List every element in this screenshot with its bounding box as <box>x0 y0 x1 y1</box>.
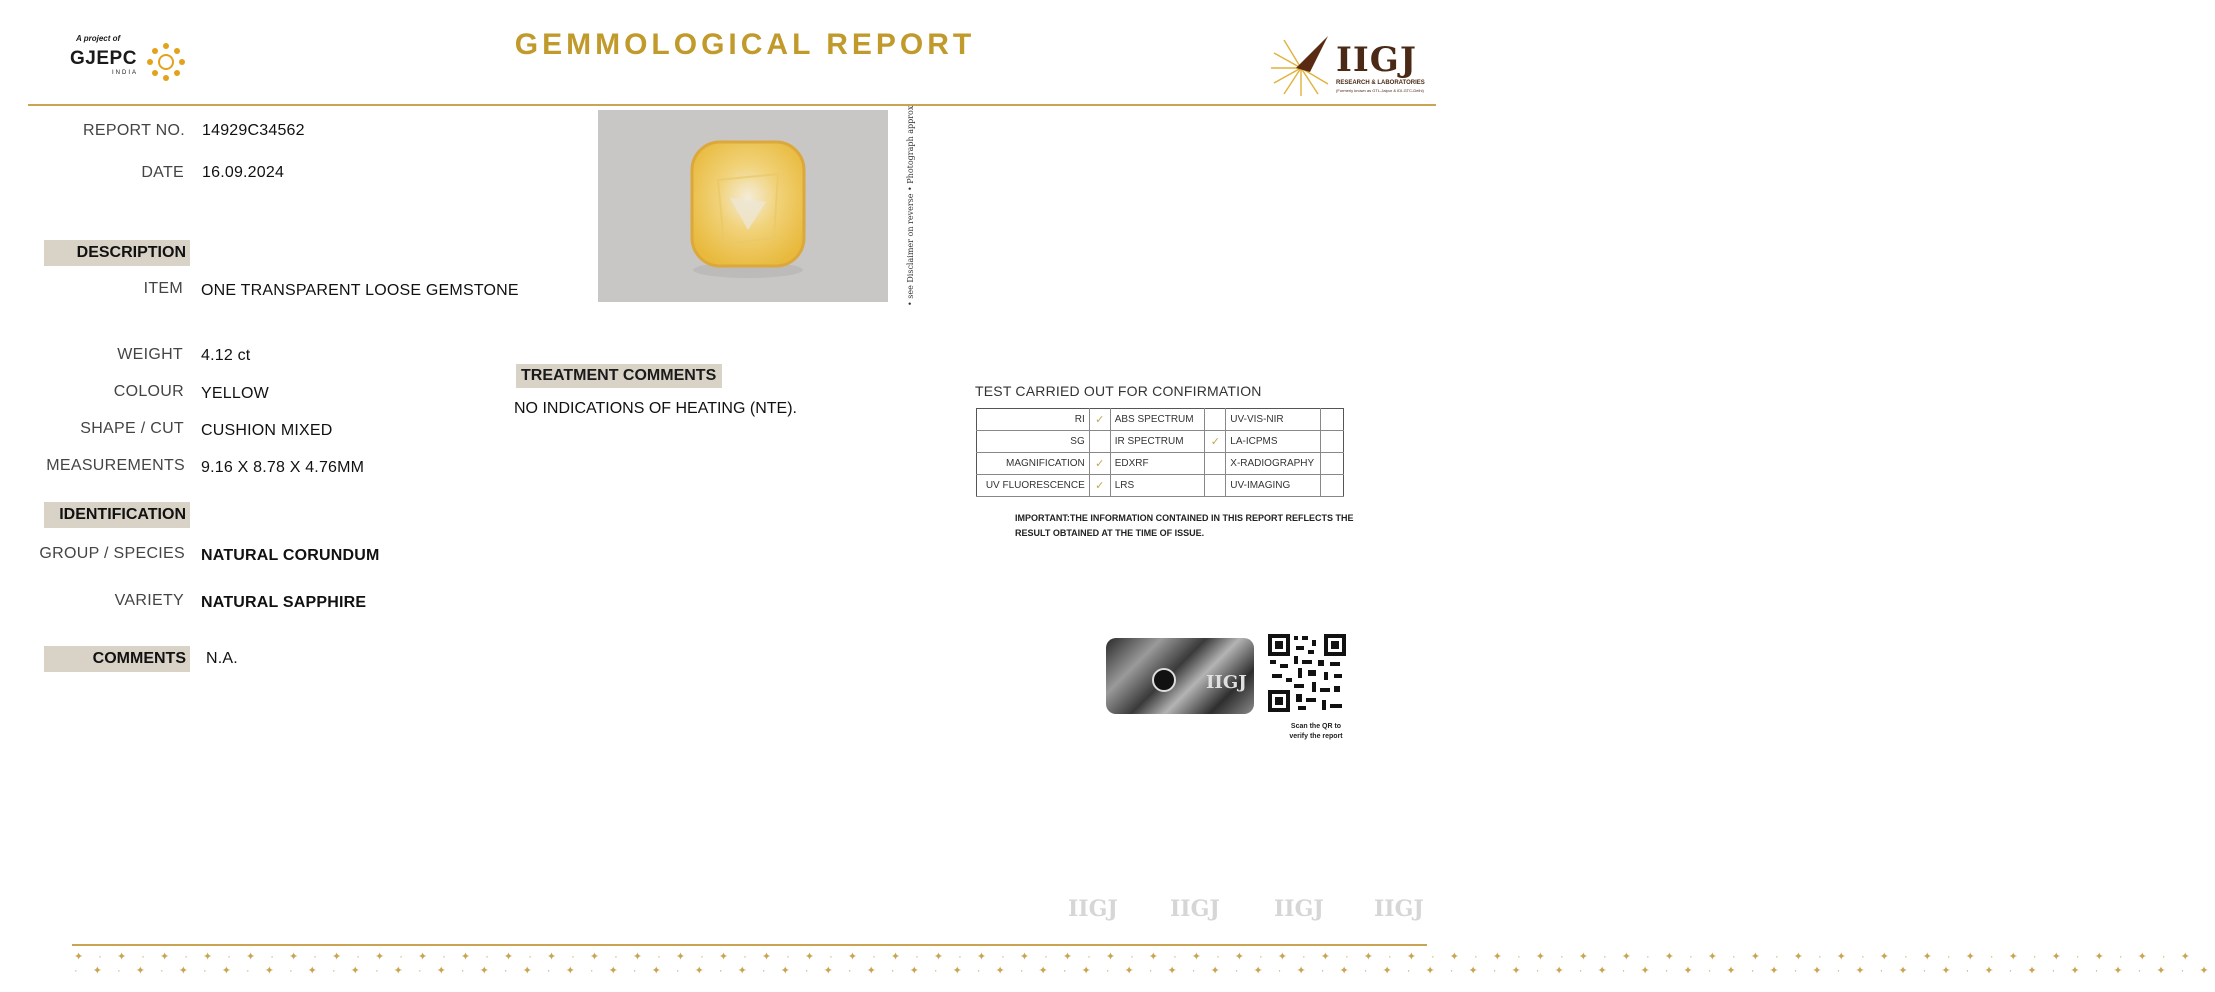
variety-label: VARIETY <box>114 592 184 609</box>
test-name: X-RADIOGRAPHY <box>1226 453 1321 475</box>
group-label: GROUP / SPECIES <box>39 545 185 562</box>
test-name: UV FLUORESCENCE <box>977 475 1090 497</box>
description-heading: DESCRIPTION <box>44 240 190 266</box>
iigj-subtitle-note: (Formerly known as GTL-Jaipur & IDI-GTC-Delhi) <box>1336 88 1424 93</box>
colour-label: COLOUR <box>113 383 184 400</box>
test-name: LA-ICPMS <box>1226 431 1321 453</box>
iigj-mark: IIGJ <box>1336 40 1417 80</box>
treatment-value: NO INDICATIONS OF HEATING (NTE). <box>514 400 797 417</box>
security-hologram <box>1106 638 1254 714</box>
hologram-seal-icon <box>1152 668 1176 692</box>
measurements-value: 9.16 X 8.78 X 4.76MM <box>201 459 365 476</box>
weight-label: WEIGHT <box>117 346 183 363</box>
gjepc-name: GJEPC <box>70 48 137 69</box>
tests-table <box>976 408 1344 497</box>
qr-caption-line-2: verify the report <box>1289 733 1343 740</box>
qr-caption <box>1276 722 1356 742</box>
comments-heading: COMMENTS <box>44 646 190 672</box>
gemstone-photo <box>598 110 888 302</box>
iigj-logo <box>1262 22 1425 98</box>
identification-heading: IDENTIFICATION <box>44 502 190 528</box>
footer-divider <box>72 944 1427 946</box>
test-name: LRS <box>1110 475 1205 497</box>
date-value: 16.09.2024 <box>202 164 285 181</box>
verify-qr-code[interactable] <box>1268 634 1346 712</box>
shape-label: SHAPE / CUT <box>80 420 184 437</box>
test-check <box>1205 453 1226 475</box>
important-label: IMPORTANT: <box>1015 513 1070 523</box>
test-name: IR SPECTRUM <box>1110 431 1205 453</box>
test-name: RI <box>977 409 1090 431</box>
test-check: ✓ <box>1089 475 1110 497</box>
date-label: DATE <box>141 164 184 181</box>
test-check <box>1205 475 1226 497</box>
iigj-starburst-icon <box>1266 28 1336 98</box>
iigj-subtitle: RESEARCH & LABORATORIES <box>1336 80 1425 86</box>
iigj-watermark: IIGJ <box>1068 896 1118 922</box>
test-check <box>1089 431 1110 453</box>
photo-disclaimer <box>906 105 920 306</box>
tests-row <box>977 475 1344 497</box>
gemstone-image <box>598 110 888 302</box>
item-value: ONE TRANSPARENT LOOSE GEMSTONE <box>201 282 519 299</box>
comments-value: N.A. <box>206 650 238 667</box>
variety-value: NATURAL SAPPHIRE <box>201 594 367 611</box>
test-check: ✓ <box>1205 431 1226 453</box>
gjepc-project-text: A project of <box>76 34 121 43</box>
test-name: UV-IMAGING <box>1226 475 1321 497</box>
shape-value: CUSHION MIXED <box>201 422 333 439</box>
hologram-text: IIGJ <box>1206 672 1247 693</box>
group-value: NATURAL CORUNDUM <box>201 547 380 564</box>
test-name: ABS SPECTRUM <box>1110 409 1205 431</box>
treatment-heading: TREATMENT COMMENTS <box>516 364 722 388</box>
test-name: SG <box>977 431 1090 453</box>
weight-value: 4.12 ct <box>201 347 251 364</box>
tests-row <box>977 409 1344 431</box>
test-name: UV-VIS-NIR <box>1226 409 1321 431</box>
test-name: MAGNIFICATION <box>977 453 1090 475</box>
measurements-label: MEASUREMENTS <box>46 457 185 474</box>
tests-row <box>977 453 1344 475</box>
tests-row <box>977 431 1344 453</box>
photo-disclaimer-text: • see Disclaimer on reverse • Photograph approx <box>906 105 915 306</box>
gjepc-country: INDIA <box>112 70 139 76</box>
qr-caption-line-1: Scan the QR to <box>1290 723 1342 730</box>
report-no-label: REPORT NO. <box>83 122 185 139</box>
report-title: GEMMOLOGICAL REPORT <box>514 28 976 61</box>
iigj-watermark: IIGJ <box>1274 896 1324 922</box>
iigj-watermark: IIGJ <box>1170 896 1220 922</box>
test-name: EDXRF <box>1110 453 1205 475</box>
important-note <box>1015 511 1355 541</box>
report-no-value: 14929C34562 <box>202 122 305 139</box>
item-label: ITEM <box>143 280 183 297</box>
test-check: ✓ <box>1089 453 1110 475</box>
test-check: ✓ <box>1089 409 1110 431</box>
test-check <box>1205 409 1226 431</box>
colour-value: YELLOW <box>201 385 269 402</box>
iigj-watermark: IIGJ <box>1374 896 1424 922</box>
important-text: THE INFORMATION CONTAINED IN THIS REPORT REFLECTS THE RESULT OBTAINED AT THE TIME OF ISSUE. <box>1015 513 1354 538</box>
tests-heading: TEST CARRIED OUT FOR CONFIRMATION <box>975 383 1262 399</box>
footer-sparkle-border: ✦ · ✦ · ✦ · ✦ · ✦ · ✦ · ✦ · ✦ · ✦ · ✦ · ✦ · ✦ · ✦ · ✦ · ✦ · ✦ · ✦ · ✦ · ✦ · ✦ · ✦ · ✦ · ✦ · ✦ · ✦ · ✦ · ✦ · ✦ · ✦ · ✦ · ✦ · ✦ · ✦ · ✦ · ✦ · ✦ · ✦ · ✦ · ✦ · ✦ · ✦ · ✦ · ✦ · ✦ · ✦ · ✦ · ✦ · ✦ · ✦ · ✦ · ✦ · ✦ · ✦ · ✦ · ✦ · ✦ · ✦ · ✦ · ✦ · ✦ · ✦ · ✦ · ✦ · ✦ · ✦ · ✦ · ✦ · ✦ · ✦ · ✦ · ✦ · ✦ · ✦ · ✦ · ✦ · ✦ · ✦ · ✦ · ✦ · ✦ · ✦ · ✦ · ✦ · ✦ · ✦ · ✦ · ✦ · ✦ · ✦ · ✦ · ✦ · ✦ · ✦ · ✦ · ✦ · ✦ · ✦ · ✦ · ✦ · ✦ <box>74 951 2215 977</box>
header-divider <box>28 104 1436 106</box>
